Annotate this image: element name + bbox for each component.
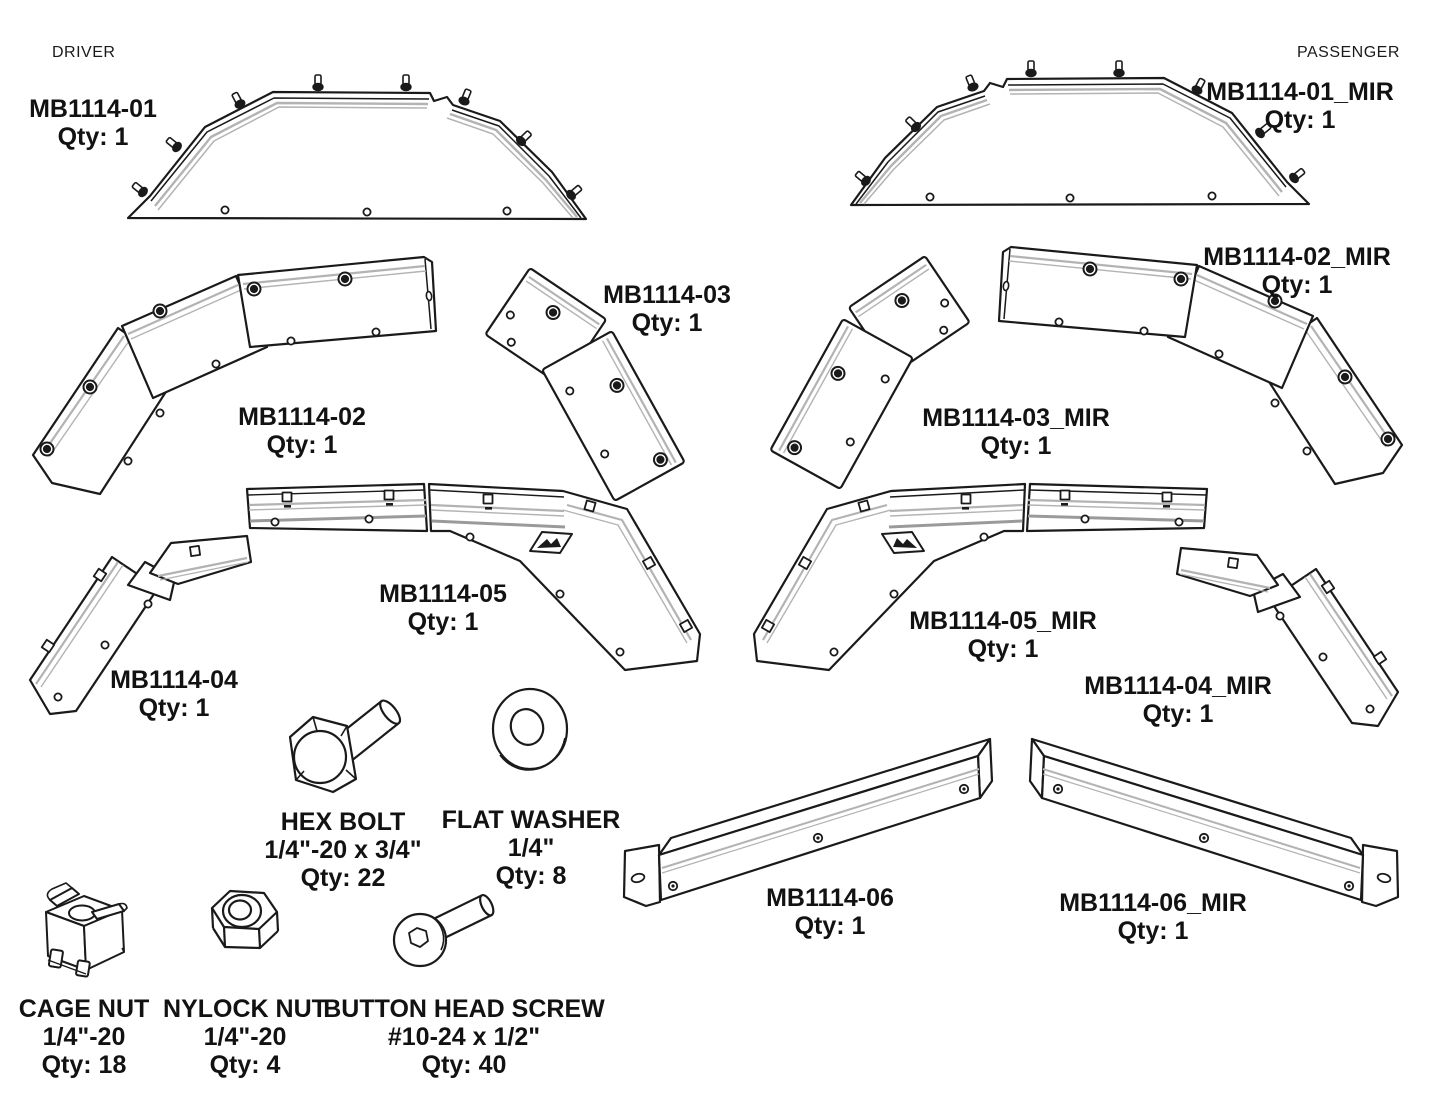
passenger-side-label: PASSENGER [1297, 44, 1400, 61]
part-qty: Qty: 1 [980, 432, 1052, 460]
part-qty: Qty: 1 [407, 608, 479, 636]
part-qty: Qty: 1 [794, 912, 866, 940]
label-mb1114-06-mir [1059, 889, 1247, 945]
drawing-hex-bolt [290, 697, 403, 792]
label-mb1114-06 [766, 884, 894, 940]
drawing-cage-nut [46, 883, 127, 977]
part-number: MB1114-04 [110, 666, 238, 694]
drawing-mb1114-06 [624, 739, 992, 906]
hardware-name: HEX BOLT [280, 808, 406, 836]
drawing-flat-washer [493, 689, 567, 770]
hardware-spec: 1/4"-20 x 3/4" [264, 836, 422, 864]
part-number: MB1114-03_MIR [922, 404, 1110, 432]
hardware-name: BUTTON HEAD SCREW [323, 995, 605, 1023]
part-number: MB1114-02 [238, 403, 366, 431]
label-flat-washer [442, 806, 621, 890]
hardware-qty: Qty: 4 [209, 1051, 281, 1079]
label-mb1114-02-mir [1203, 243, 1391, 299]
part-qty: Qty: 1 [57, 123, 129, 151]
label-nylock-nut [163, 995, 327, 1079]
part-number: MB1114-06_MIR [1059, 889, 1247, 917]
part-number: MB1114-01 [29, 95, 157, 123]
part-qty: Qty: 1 [967, 635, 1039, 663]
driver-side-label: DRIVER [52, 44, 116, 61]
part-qty: Qty: 1 [1261, 271, 1333, 299]
label-mb1114-05 [379, 580, 507, 636]
hardware-qty: Qty: 22 [300, 864, 386, 892]
part-number: MB1114-02_MIR [1203, 243, 1391, 271]
drawing-button-head-screw [394, 893, 496, 966]
hardware-spec: 1/4"-20 [42, 1023, 126, 1051]
drawing-mb1114-05 [247, 484, 700, 670]
label-mb1114-04 [110, 666, 238, 722]
drawing-mb1114-01 [128, 75, 586, 219]
part-qty: Qty: 1 [1264, 106, 1336, 134]
label-mb1114-01 [29, 95, 157, 151]
hardware-name: FLAT WASHER [441, 806, 621, 834]
part-number: MB1114-03 [603, 281, 731, 309]
label-cage-nut [19, 995, 150, 1079]
hardware-qty: Qty: 40 [421, 1051, 507, 1079]
label-mb1114-01-mir [1206, 78, 1394, 134]
drawing-mb1114-02 [33, 257, 436, 494]
part-number: MB1114-01_MIR [1206, 78, 1394, 106]
label-hex-bolt [264, 808, 421, 892]
part-qty: Qty: 1 [138, 694, 210, 722]
part-number: MB1114-06 [766, 884, 894, 912]
part-number: MB1114-05 [379, 580, 507, 608]
part-number: MB1114-04_MIR [1084, 672, 1272, 700]
label-mb1114-04-mir [1084, 672, 1272, 728]
part-qty: Qty: 1 [266, 431, 338, 459]
part-qty: Qty: 1 [1117, 917, 1189, 945]
part-number: MB1114-05_MIR [909, 607, 1097, 635]
label-button-head-screw [323, 995, 604, 1079]
part-qty: Qty: 1 [1142, 700, 1214, 728]
hardware-spec: 1/4" [507, 834, 555, 862]
hardware-name: CAGE NUT [18, 995, 150, 1023]
hardware-qty: Qty: 8 [495, 862, 567, 890]
hardware-qty: Qty: 18 [41, 1051, 127, 1079]
hardware-spec: 1/4"-20 [203, 1023, 287, 1051]
hardware-spec: #10-24 x 1/2" [387, 1023, 541, 1051]
drawing-nylock-nut [212, 891, 278, 948]
label-mb1114-03-mir [922, 404, 1110, 460]
hardware-name: NYLOCK NUT [163, 995, 327, 1023]
part-qty: Qty: 1 [631, 309, 703, 337]
drawing-mb1114-06-mir [1030, 739, 1398, 906]
label-mb1114-03 [603, 281, 731, 337]
label-mb1114-05-mir [909, 607, 1097, 663]
label-mb1114-02 [238, 403, 366, 459]
